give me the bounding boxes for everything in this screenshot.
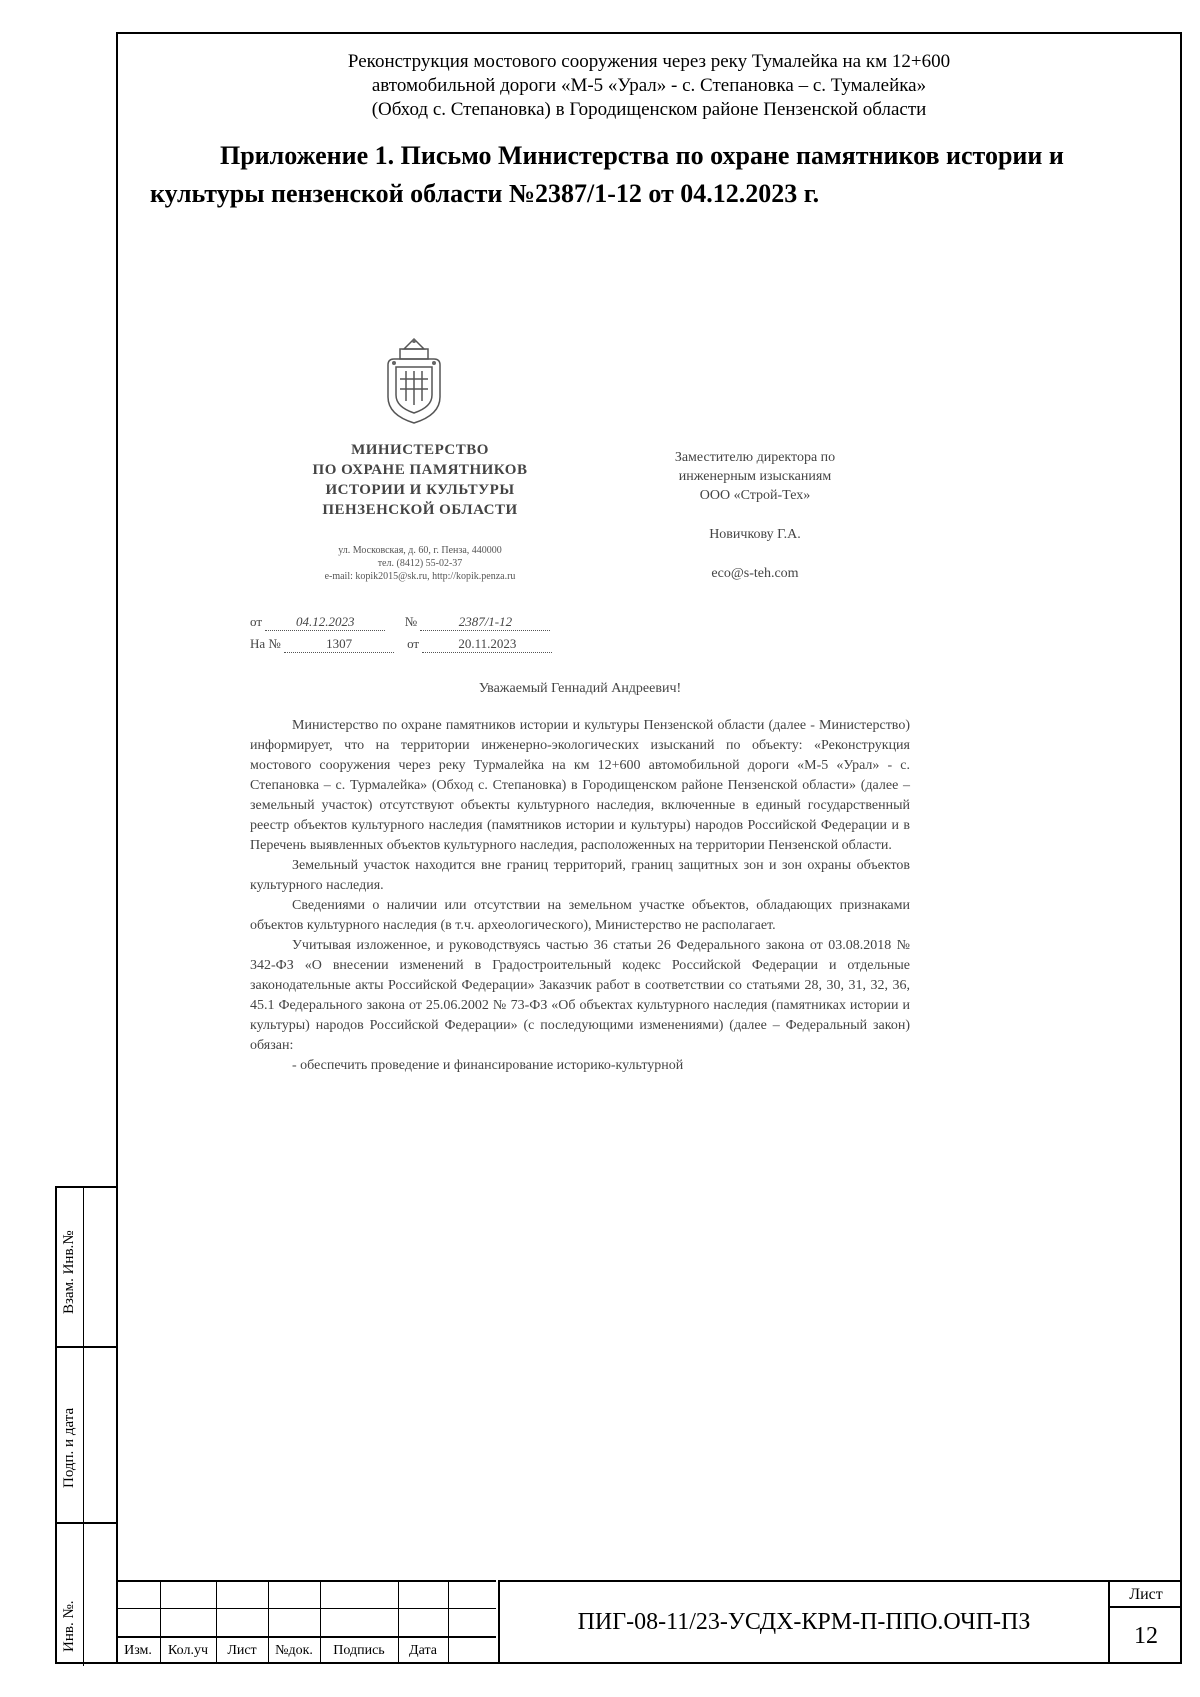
- ref-label: На №: [250, 636, 281, 651]
- sheet-number: 12: [1134, 1623, 1158, 1649]
- col-header-change: Изм.: [124, 1643, 152, 1658]
- col-header-signature: Подпись: [333, 1643, 385, 1658]
- addressee-line: инженерным изысканиям: [678, 469, 832, 484]
- side-label-replace-inv: Взам. Инв.№: [61, 1230, 77, 1314]
- coat-of-arms-icon: [380, 335, 448, 425]
- body-paragraph: - обеспечить проведение и финансирование историко-культурной: [292, 1058, 684, 1073]
- col-header-date: Дата: [409, 1643, 437, 1658]
- org-address-line: тел. (8412) 55-02-37: [377, 558, 463, 569]
- org-address-line: e-mail: kopik2015@sk.ru, http://kopik.penza.ru: [324, 571, 516, 582]
- reg-from-label: от: [250, 614, 263, 629]
- org-address-line: ул. Московская, д. 60, г. Пенза, 440000: [338, 545, 502, 556]
- ref-date: 20.11.2023: [422, 636, 552, 653]
- project-title-line-2: автомобильной дороги «М-5 «Урал» - с. Степановка – с. Тумалейка»: [371, 75, 927, 96]
- document-code: ПИГ-08-11/23-УСДХ-КРМ-П-ППО.ОЧП-ПЗ: [498, 1580, 1108, 1664]
- reference-registration: [250, 636, 552, 653]
- col-header-sheet: Лист: [227, 1643, 257, 1658]
- ref-number: 1307: [284, 636, 394, 653]
- reg-number-label: №: [404, 614, 418, 629]
- body-paragraph: Министерство по охране памятников истории и культуры Пензенской области (далее - Министерство) информирует, что на территории инженерно-экологических изысканий по объекту: «Реконструкция мостового сооружения через реку Турмалейка на км 12+600 автомобильной дороги «М-5 «Урал» - с. Степановка – с. Турмалейка» (Обход с. Степановка) в Городищенском районе Пензенской области» (далее – земельный участок) отсутствуют объекты культурного наследия, включенные в единый государственный реестр объектов культурного наследия (памятников истории и культуры) народов Российской Федерации и в Перечень выявленных объектов культурного наследия, расположенных на территории Пензенской области.: [250, 718, 910, 853]
- org-name-line: ИСТОРИИ И КУЛЬТУРЫ: [325, 482, 515, 498]
- letter-body: [250, 716, 910, 1076]
- body-paragraph: Сведениями о наличии или отсутствии на земельном участке объектов, обладающих признаками объектов культурного наследия (в т.ч. археологического), Министерство не располагает.: [250, 898, 910, 933]
- addressee-line: Заместителю директора по: [674, 450, 836, 465]
- side-label-sign-date: Подп. и дата: [61, 1407, 77, 1488]
- project-title-line-1: Реконструкция мостового сооружения через реку Тумалейка на км 12+600: [347, 51, 951, 72]
- appendix-title: Приложение 1. Письмо Министерства по охране памятников истории и культуры пензенской области №2387/1-12 от 04.12.2023 г.: [150, 141, 1064, 208]
- sheet-box: [1108, 1580, 1182, 1664]
- outgoing-registration: [250, 614, 550, 631]
- addressee-email: eco@s-teh.com: [711, 566, 799, 581]
- col-header-count: Кол.уч: [168, 1643, 208, 1658]
- reg-number: 2387/1-12: [420, 614, 550, 631]
- side-label-inv-no: Инв. №.: [61, 1600, 77, 1652]
- org-name-line: МИНИСТЕРСТВО: [351, 442, 489, 458]
- col-header-doc-no: №док.: [275, 1643, 313, 1658]
- addressee-block: [640, 448, 870, 583]
- title-block: [116, 1580, 1182, 1664]
- ref-from-label: от: [407, 636, 420, 651]
- salutation: Уважаемый Геннадий Андреевич!: [478, 681, 682, 696]
- body-paragraph: Земельный участок находится вне границ территорий, границ защитных зон и зон охраны объектов культурного наследия.: [250, 858, 910, 893]
- org-name-line: ПЕНЗЕНСКОЙ ОБЛАСТИ: [322, 502, 518, 518]
- ministry-letterhead: [260, 440, 580, 583]
- revision-table: [116, 1580, 496, 1664]
- reg-date: 04.12.2023: [265, 614, 385, 631]
- org-name-line: ПО ОХРАНЕ ПАМЯТНИКОВ: [312, 462, 528, 478]
- body-paragraph: Учитывая изложенное, и руководствуясь частью 36 статьи 26 Федерального закона от 03.08.2018 № 342-ФЗ «О внесении изменений в Градостроительный кодекс Российской Федерации и отдельные законодательные акты Российской Федерации» Заказчик работ в соответствии со статьями 28, 30, 31, 32, 36, 45.1 Федерального закона от 25.06.2002 № 73-ФЗ «Об объектах культурного наследия (памятниках истории и культуры) народов Российской Федерации» (с последующими изменениями) (далее – Федеральный закон) обязан:: [250, 938, 910, 1053]
- addressee-name: Новичкову Г.А.: [709, 527, 801, 542]
- addressee-line: ООО «Строй-Тех»: [699, 488, 811, 503]
- sheet-label: Лист: [1110, 1582, 1182, 1608]
- project-title-line-3: (Обход с. Степановка) в Городищенском районе Пензенской области: [371, 99, 927, 120]
